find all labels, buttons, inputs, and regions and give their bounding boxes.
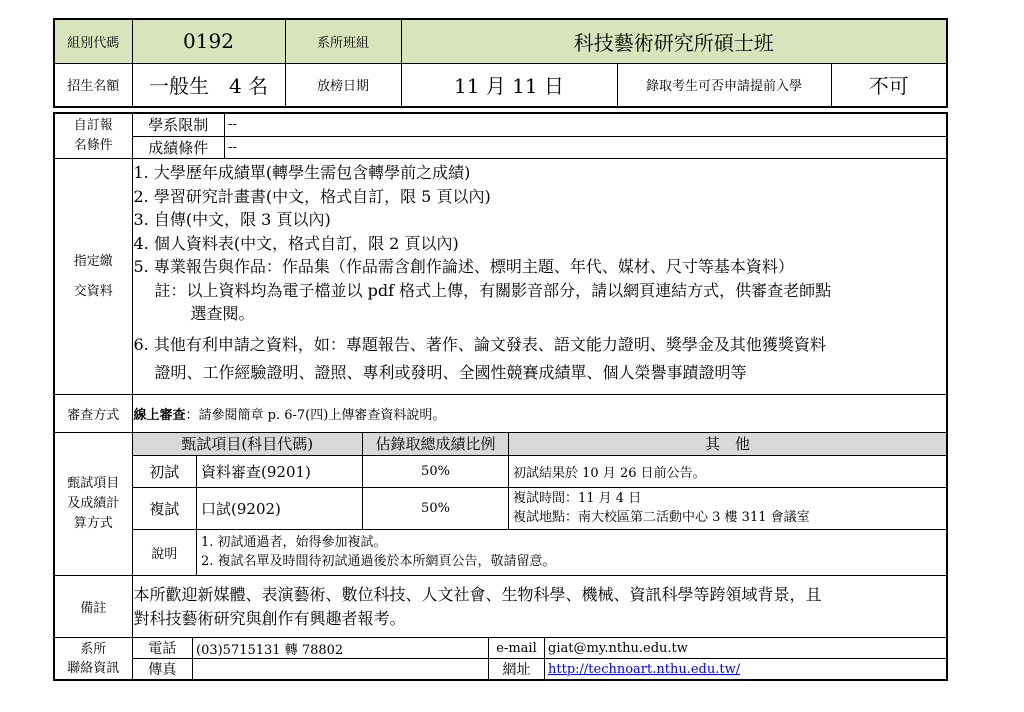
explain-label: 說明 bbox=[133, 529, 197, 575]
phone-value: (03)5715131 轉 78802 bbox=[193, 638, 489, 659]
dept-label: 系所班組 bbox=[285, 19, 401, 63]
contact-table bbox=[133, 638, 947, 679]
dept-restriction-value: -- bbox=[225, 114, 947, 136]
group-code: 0192 bbox=[132, 19, 285, 63]
doc-item: 3. 自傳(中文，限 3 頁以內) bbox=[133, 210, 331, 229]
fax-label: 傳真 bbox=[133, 659, 193, 680]
doc-item: 1. 大學歷年成績單(轉學生需包含轉學前之成績) bbox=[133, 163, 471, 182]
remarks-label: 備註 bbox=[54, 576, 132, 638]
stage-second: 複試 bbox=[133, 487, 197, 529]
contact-label: 系所 聯絡資訊 bbox=[54, 638, 132, 681]
early-label: 錄取考生可否申請提前入學 bbox=[617, 63, 831, 107]
review-method-text: ：請參閱簡章 p. 6-7(四)上傳審查資料說明。 bbox=[185, 408, 446, 423]
col-item-header: 甄試項目(科目代碼) bbox=[133, 433, 363, 455]
website-link[interactable]: http://technoart.nthu.edu.tw/ bbox=[548, 661, 741, 677]
exam-label: 甄試項目 及成績計 算方式 bbox=[54, 433, 132, 576]
col-other-header: 其 他 bbox=[509, 433, 947, 455]
documents-list bbox=[132, 159, 947, 395]
details-table bbox=[53, 112, 948, 681]
explain-text: 1. 初試通過者，始得參加複試。 2. 複試名單及時間待初試通過後於本所網頁公告，敬請留意。 bbox=[197, 529, 947, 575]
web-cell bbox=[545, 659, 947, 680]
doc-note-cont: 選查閱。 bbox=[190, 304, 255, 323]
col-ratio-header: 佔錄取總成績比例 bbox=[363, 433, 509, 455]
other-first: 初試結果於 10 月 26 日前公告。 bbox=[509, 455, 947, 487]
doc-item-6-cont: 證明、工作經驗證明、證照、專利或發明、全國性競賽成績單、個人榮譽事蹟證明等 bbox=[154, 363, 747, 382]
item-second: 口試(9202) bbox=[197, 487, 363, 529]
review-method bbox=[132, 395, 947, 433]
dept-restriction-label: 學系限制 bbox=[133, 114, 225, 136]
doc-item: 2. 學習研究計畫書(中文，格式自訂，限 5 頁以內) bbox=[133, 186, 491, 206]
exam-table bbox=[133, 433, 947, 575]
email-value: giat@my.nthu.edu.tw bbox=[545, 638, 947, 659]
early-value: 不可 bbox=[831, 63, 947, 107]
conditions-label: 自訂報 名條件 bbox=[54, 113, 132, 159]
review-label: 審查方式 bbox=[54, 395, 132, 433]
quota-value: 一般生 4 名 bbox=[132, 63, 285, 107]
ratio-first: 50% bbox=[363, 455, 509, 487]
dept-name: 科技藝術研究所碩士班 bbox=[401, 19, 947, 63]
doc-item-6: 6. 其他有利申請之資料，如：專題報告、著作、論文發表、語文能力證明、獎學金及其他獲獎資料 bbox=[133, 334, 826, 354]
other-second: 複試時間：11 月 4 日 複試地點：南大校區第二活動中心 3 樓 311 會議室 bbox=[509, 487, 947, 529]
documents-label: 指定繳 交資料 bbox=[54, 159, 132, 395]
stage-first: 初試 bbox=[133, 455, 197, 487]
group-code-label: 組別代碼 bbox=[54, 19, 132, 63]
score-condition-label: 成績條件 bbox=[133, 136, 225, 158]
conditions-table bbox=[133, 114, 947, 158]
phone-label: 電話 bbox=[133, 638, 193, 659]
review-method-bold: 線上審查 bbox=[133, 408, 186, 423]
fax-value bbox=[193, 659, 489, 680]
email-label: e-mail bbox=[489, 638, 545, 659]
item-first: 資料審查(9201) bbox=[197, 455, 363, 487]
doc-item: 5. 專業報告與作品：作品集（作品需含創作論述、標明主題、年代、媒材、尺寸等基本資料） bbox=[133, 257, 794, 276]
ratio-second: 50% bbox=[363, 487, 509, 529]
quota-label: 招生名額 bbox=[54, 63, 132, 107]
release-date: 11 月 11 日 bbox=[401, 63, 617, 107]
release-label: 放榜日期 bbox=[285, 63, 401, 107]
remarks-text: 本所歡迎新媒體、表演藝術、數位科技、人文社會、生物科學、機械、資訊科學等跨領域背景，且 對科技藝術研究與創作有興趣者報考。 bbox=[132, 576, 947, 638]
doc-note: 註：以上資料均為電子檔並以 pdf 格式上傳，有關影音部分，請以網頁連結方式，供審查老師點 bbox=[154, 280, 832, 300]
admission-form bbox=[53, 18, 946, 681]
header-table bbox=[53, 18, 948, 108]
score-condition-value: -- bbox=[225, 136, 947, 158]
web-label: 網址 bbox=[489, 659, 545, 680]
doc-item: 4. 個人資料表(中文，格式自訂，限 2 頁以內) bbox=[133, 233, 459, 253]
